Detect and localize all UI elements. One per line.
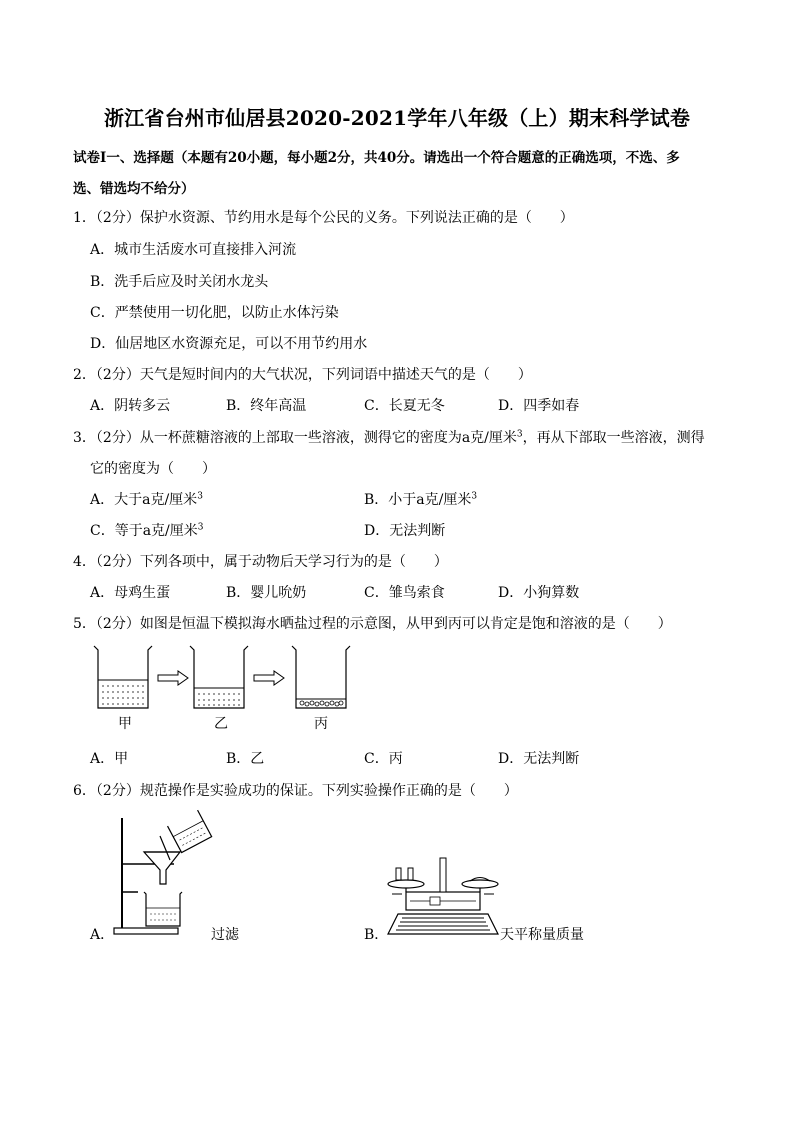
- arrow-icon: [254, 671, 284, 685]
- question-1-option-d: D．仙居地区水资源充足，可以不用节约用水: [90, 336, 368, 352]
- question-5-stem: 5．（2分）如图是恒温下模拟海水晒盐过程的示意图，从甲到丙可以肯定是饱和溶液的是（ ）: [73, 616, 672, 632]
- question-1-option-a: A．城市生活废水可直接排入河流: [90, 242, 297, 258]
- question-3-stem-part1: 3．（2分）从一杯蔗糖溶液的上部取一些溶液，测得它的密度为a克/厘米: [73, 430, 517, 446]
- question-6-stem: 6．（2分）规范操作是实验成功的保证。下列实验操作正确的是（ ）: [73, 783, 518, 799]
- question-5-option-b: B．乙: [226, 751, 265, 767]
- question-3-option-b: [364, 489, 477, 509]
- section-instructions-line1: 试卷Ⅰ一、选择题（本题有20小题，每小题2分，共40分。请选出一个符合题意的正确选项，不选、多: [73, 150, 680, 166]
- question-2-option-c: C．长夏无冬: [364, 398, 445, 414]
- question-3-stem-line2: 它的密度为（ ）: [90, 461, 216, 477]
- question-1-option-b: B．洗手后应及时关闭水龙头: [90, 274, 269, 290]
- question-3-option-a-text: A．大于a克/厘米: [90, 492, 198, 508]
- beaker-evaporation-figure: [86, 640, 366, 736]
- question-3-option-c-text: C．等于a克/厘米: [90, 523, 198, 539]
- question-3-stem-part2: ，再从下部取一些溶液，测得: [522, 430, 705, 446]
- beaker-label-yi: 乙: [214, 716, 228, 732]
- question-6-option-a-letter: A．: [90, 927, 115, 943]
- arrow-icon: [158, 671, 188, 685]
- question-6-option-b-caption: 天平称量质量: [500, 927, 584, 943]
- question-1-stem: 1．（2分）保护水资源、节约用水是每个公民的义务。下列说法正确的是（ ）: [73, 210, 574, 226]
- question-2-stem: 2．（2分）天气是短时间内的大气状况，下列词语中描述天气的是（ ）: [73, 367, 532, 383]
- question-3-option-b-text: B．小于a克/厘米: [364, 492, 472, 508]
- question-5-option-c: C．丙: [364, 751, 403, 767]
- question-4-option-c: C．雏鸟索食: [364, 585, 445, 601]
- question-3-stem-line1: [73, 427, 705, 447]
- question-6-option-b-letter: B．: [364, 927, 389, 943]
- page-title: 浙江省台州市仙居县2020-2021学年八年级（上）期末科学试卷: [103, 106, 691, 130]
- balance-scale-figure: [384, 848, 502, 938]
- superscript-3: 3: [197, 522, 204, 533]
- question-3-option-a: [90, 489, 203, 509]
- superscript-3: 3: [197, 491, 203, 502]
- question-6-option-a-caption: 过滤: [211, 927, 239, 943]
- beaker-bing: [292, 646, 350, 708]
- beaker-yi: [190, 646, 248, 708]
- question-5-option-a: A．甲: [90, 751, 129, 767]
- question-3-option-d: D．无法判断: [364, 523, 446, 539]
- beaker-jia: [94, 646, 152, 708]
- question-5-option-d: D．无法判断: [498, 751, 580, 767]
- beaker-label-bing: 丙: [314, 716, 328, 732]
- question-4-stem: 4．（2分）下列各项中，属于动物后天学习行为的是（ ）: [73, 554, 448, 570]
- question-2-option-d: D．四季如春: [498, 398, 580, 414]
- superscript-3: 3: [516, 429, 523, 440]
- superscript-3: 3: [471, 491, 478, 502]
- question-2-option-b: B．终年高温: [226, 398, 307, 414]
- section-instructions-line2: 选、错选均不给分）: [73, 181, 195, 197]
- beaker-label-jia: 甲: [118, 716, 132, 732]
- question-4-option-b: B．婴儿吮奶: [226, 585, 307, 601]
- question-4-option-d: D．小狗算数: [498, 585, 580, 601]
- question-3-option-c: [90, 520, 204, 540]
- filtration-apparatus-figure: [108, 808, 220, 940]
- question-4-option-a: A．母鸡生蛋: [90, 585, 171, 601]
- question-1-option-c: C．严禁使用一切化肥，以防止水体污染: [90, 305, 339, 321]
- question-2-option-a: A．阴转多云: [90, 398, 171, 414]
